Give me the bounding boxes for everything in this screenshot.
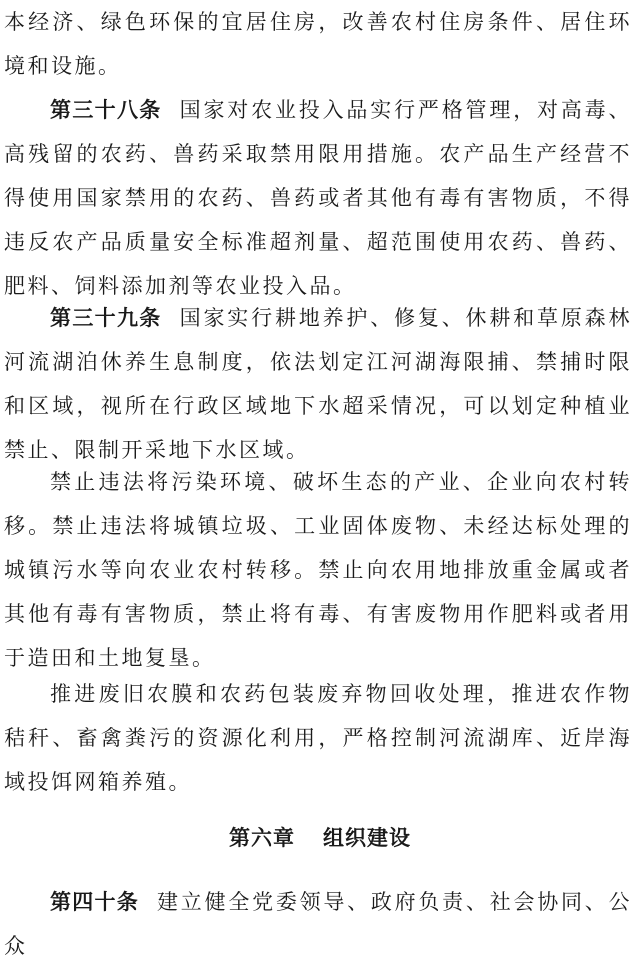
article-38-heading: 第三十八条 (50, 98, 162, 122)
article-39-paragraph-3 (4, 672, 632, 804)
article-40-heading: 第四十条 (50, 890, 140, 914)
paragraph-continuation (4, 0, 632, 88)
article-39-text: 国家实行耕地养护、修复、休耕和草原森林河流湖泊休养生息制度，依法划定江河湖海限捕、禁捕时限和区域，视所在行政区域地下水超采情况，可以划定种植业禁止、限制开采地下水区域。 (4, 306, 633, 462)
chapter-heading (0, 818, 640, 858)
article-39-heading: 第三十九条 (50, 306, 162, 330)
chapter-title: 组织建设 (323, 826, 411, 850)
article-40 (4, 880, 632, 968)
paragraph-text: 禁止违法将污染环境、破坏生态的产业、企业向农村转移。禁止违法将城镇垃圾、工业固体废物、未经达标处理的城镇污水等向农业农村转移。禁止向农用地排放重金属或者其他有毒有害物质，禁止将有毒、有害废物用作肥料或者用于造田和土地复垦。 (4, 470, 632, 670)
article-39 (4, 296, 632, 472)
article-38 (4, 88, 632, 308)
paragraph-text: 本经济、绿色环保的宜居住房，改善农村住房条件、居住环境和设施。 (4, 10, 632, 78)
article-40-text: 建立健全党委领导、政府负责、社会协同、公众 (4, 890, 633, 958)
article-39-paragraph-2 (4, 460, 632, 680)
paragraph-text: 推进废旧农膜和农药包装废弃物回收处理，推进农作物秸秆、畜禽粪污的资源化利用，严格控制河流湖库、近岸海域投饵网箱养殖。 (4, 682, 632, 794)
article-38-text: 国家对农业投入品实行严格管理，对高毒、高残留的农药、兽药采取禁用限用措施。农产品生产经营不得使用国家禁用的农药、兽药或者其他有毒有害物质，不得违反农产品质量安全标准超剂量、超范围使用农药、兽药、肥料、饲料添加剂等农业投入品。 (4, 98, 633, 298)
chapter-number: 第六章 (229, 826, 295, 850)
